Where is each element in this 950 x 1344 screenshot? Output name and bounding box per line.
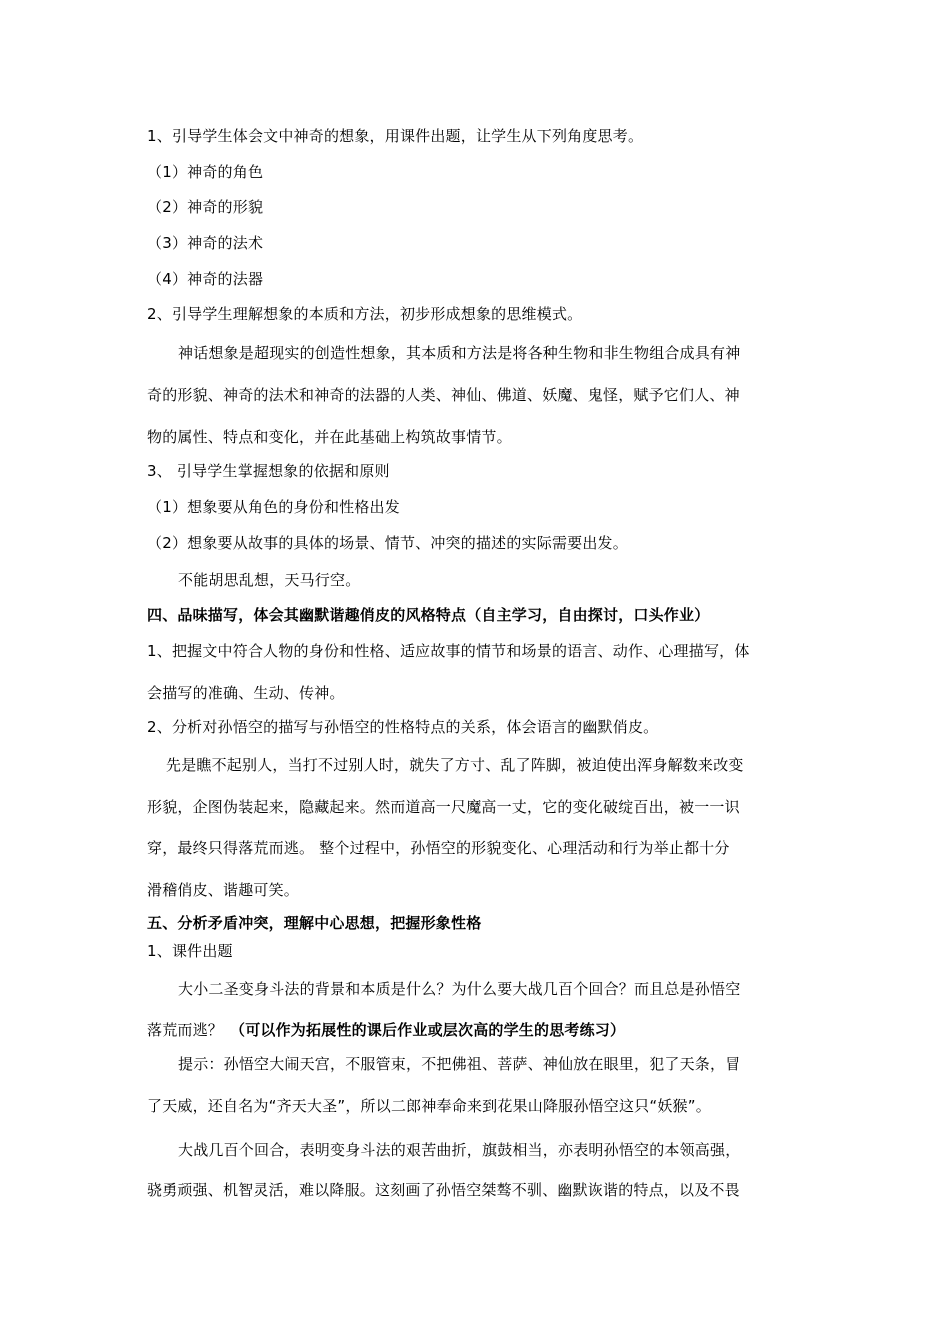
para-line: 先是瞧不起别人，当打不过别人时，就失了方寸、乱了阵脚，被迫使出浑身解数来改变 [166, 756, 744, 774]
section-heading: 五、分析矛盾冲突，理解中心思想，把握形象性格 [147, 914, 482, 932]
para-line: 1、把握文中符合人物的身份和性格、适应故事的情节和场景的语言、动作、心理描写，体 [147, 642, 750, 660]
para-line: 穿，最终只得落荒而逃。 整个过程中，孙悟空的形貌变化、心理活动和行为举止都十分 [147, 839, 730, 857]
para-line: 骁勇顽强、机智灵活，难以降服。这刻画了孙悟空桀骜不驯、幽默诙谐的特点，以及不畏 [147, 1181, 740, 1199]
list-item: （2）想象要从故事的具体的场景、情节、冲突的描述的实际需要出发。 [147, 534, 628, 552]
list-item: （1）想象要从角色的身份和性格出发 [147, 498, 400, 516]
list-item: （1）神奇的角色 [147, 163, 264, 181]
para-line: 2、分析对孙悟空的描写与孙悟空的性格特点的关系，体会语言的幽默俏皮。 [147, 718, 659, 736]
para-line: 不能胡思乱想，天马行空。 [178, 571, 361, 589]
para-line: 物的属性、特点和变化，并在此基础上构筑故事情节。 [147, 428, 512, 446]
bold-note: （可以作为拓展性的课后作业或层次高的学生的思考练习） [230, 1021, 626, 1039]
list-item: （2）神奇的形貌 [147, 198, 264, 216]
para-line: 落荒而逃？ [147, 1021, 224, 1039]
para-line: 1、引导学生体会文中神奇的想象，用课件出题，让学生从下列角度思考。 [147, 127, 644, 145]
para-line: 会描写的准确、生动、传神。 [147, 684, 345, 702]
para-line: 大战几百个回合，表明变身斗法的艰苦曲折，旗鼓相当，亦表明孙悟空的本领高强， [178, 1141, 741, 1159]
para-line: 提示：孙悟空大闹天宫，不服管束，不把佛祖、菩萨、神仙放在眼里，犯了天条，冒 [178, 1055, 741, 1073]
para-line: 2、引导学生理解想象的本质和方法，初步形成想象的思维模式。 [147, 305, 583, 323]
para-line: 1、课件出题 [147, 942, 233, 960]
para-line: 滑稽俏皮、谐趣可笑。 [147, 881, 300, 899]
para-line: 神话想象是超现实的创造性想象，其本质和方法是将各种生物和非生物组合成具有神 [178, 344, 741, 362]
para-line: 了天威，还自名为“齐天大圣”，所以二郎神奉命来到花果山降服孙悟空这只“妖猴”。 [147, 1097, 711, 1115]
para-line: 形貌，企图伪装起来，隐藏起来。然而道高一尺魔高一丈，它的变化破绽百出，被一一识 [147, 798, 740, 816]
section-heading: 四、品味描写，体会其幽默谐趣俏皮的风格特点（自主学习，自由探讨，口头作业） [147, 606, 710, 624]
para-line: 3、 引导学生掌握想象的依据和原则 [147, 462, 390, 480]
list-item: （4）神奇的法器 [147, 270, 264, 288]
list-item: （3）神奇的法术 [147, 234, 264, 252]
para-line: 大小二圣变身斗法的背景和本质是什么？为什么要大战几百个回合？而且总是孙悟空 [178, 980, 741, 998]
para-line: 奇的形貌、神奇的法术和神奇的法器的人类、神仙、佛道、妖魔、鬼怪，赋予它们人、神 [147, 386, 740, 404]
